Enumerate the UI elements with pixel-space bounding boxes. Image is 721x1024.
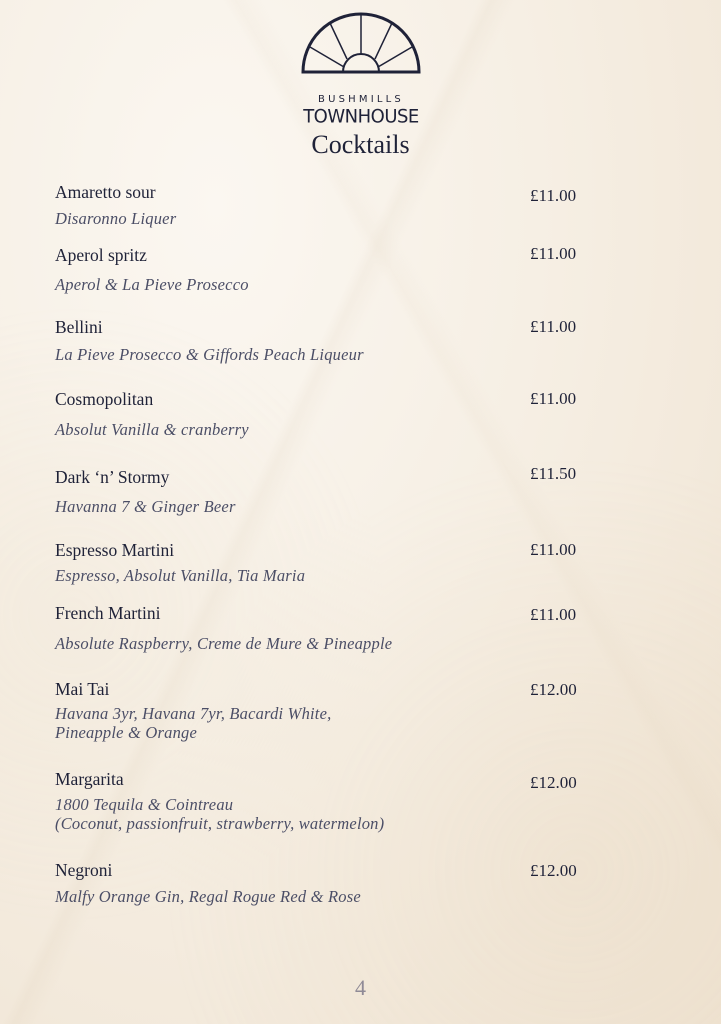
item-name: Dark ‘n’ Stormy bbox=[55, 467, 170, 487]
item-description: Aperol & La Pieve Prosecco bbox=[55, 275, 249, 294]
menu-item bbox=[55, 679, 595, 742]
brand-line-2: TOWNHOUSE bbox=[303, 105, 419, 128]
item-price: £11.00 bbox=[530, 389, 577, 408]
item-description: Disaronno Liquer bbox=[55, 209, 177, 228]
menu-item bbox=[55, 245, 595, 294]
menu-item bbox=[55, 467, 595, 516]
menu-item bbox=[55, 317, 595, 364]
item-name: Mai Tai bbox=[55, 679, 110, 699]
item-price: £11.00 bbox=[530, 540, 577, 559]
item-description: 1800 Tequila & Cointreau bbox=[55, 795, 234, 814]
menu-item bbox=[55, 860, 595, 906]
menu-item bbox=[55, 540, 595, 585]
item-name: Aperol spritz bbox=[55, 245, 147, 265]
item-price: £12.00 bbox=[530, 861, 577, 880]
menu-item bbox=[55, 603, 595, 653]
item-price: £11.00 bbox=[530, 605, 577, 624]
item-description: Havanna 7 & Ginger Beer bbox=[55, 497, 236, 516]
item-name: Bellini bbox=[55, 317, 103, 337]
item-description: Malfy Orange Gin, Regal Rogue Red & Rose bbox=[55, 887, 361, 906]
item-name: Margarita bbox=[55, 769, 124, 789]
menu-item bbox=[55, 389, 595, 439]
item-name: Cosmopolitan bbox=[55, 389, 154, 409]
item-description: Havana 3yr, Havana 7yr, Bacardi White, bbox=[55, 704, 332, 723]
fanlight-arch-icon bbox=[300, 12, 422, 92]
item-name: French Martini bbox=[55, 603, 161, 623]
menu-item bbox=[55, 769, 595, 833]
bushmills-townhouse-logo bbox=[300, 12, 422, 128]
item-price: £12.00 bbox=[530, 680, 577, 699]
item-price: £11.50 bbox=[530, 464, 577, 483]
item-description: Espresso, Absolut Vanilla, Tia Maria bbox=[55, 566, 306, 585]
item-description: Absolute Raspberry, Creme de Mure & Pineapple bbox=[55, 634, 393, 653]
item-price: £11.00 bbox=[530, 186, 577, 205]
item-price: £11.00 bbox=[530, 317, 577, 336]
item-name: Negroni bbox=[55, 860, 113, 880]
section-title: Cocktails bbox=[311, 130, 410, 159]
item-price: £12.00 bbox=[530, 773, 577, 792]
item-name: Amaretto sour bbox=[55, 182, 156, 202]
brand-line-1: BUSHMILLS bbox=[318, 94, 404, 105]
item-description: (Coconut, passionfruit, strawberry, watermelon) bbox=[55, 814, 385, 833]
item-price: £11.00 bbox=[530, 244, 577, 263]
menu-item bbox=[55, 182, 595, 228]
item-description: La Pieve Prosecco & Giffords Peach Liqueur bbox=[55, 345, 364, 364]
item-description: Pineapple & Orange bbox=[55, 723, 197, 742]
page-number: 4 bbox=[355, 975, 366, 1000]
item-name: Espresso Martini bbox=[55, 540, 175, 560]
item-description: Absolut Vanilla & cranberry bbox=[55, 420, 249, 439]
